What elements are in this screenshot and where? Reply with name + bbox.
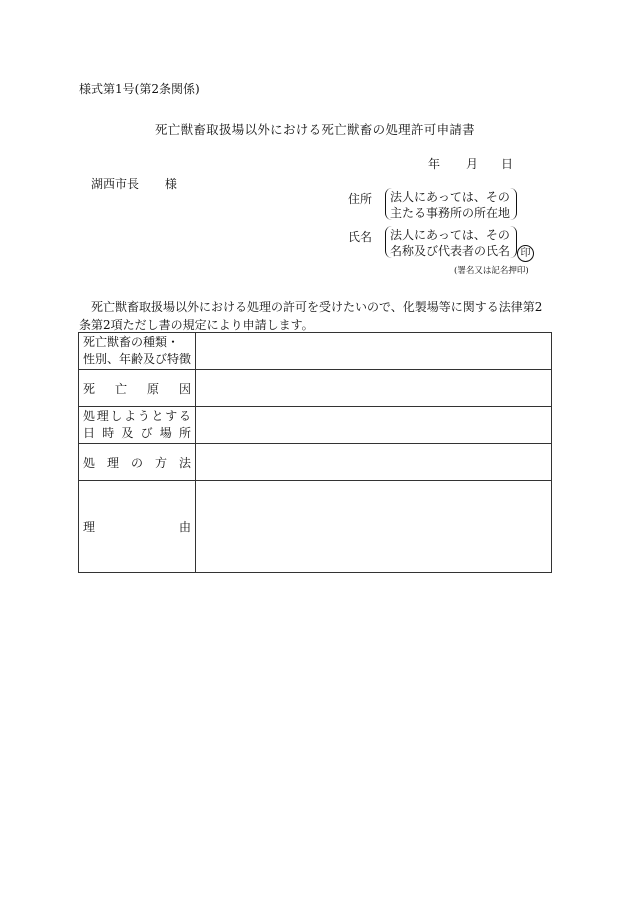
label-char: 処 — [83, 409, 96, 423]
row-label-animal — [79, 333, 196, 370]
row-label-cause-char: 死 — [83, 381, 96, 396]
label-char: 場 — [159, 426, 172, 440]
table-row-reason — [79, 481, 552, 573]
label-char: よ — [124, 409, 137, 423]
table-row-cause — [79, 370, 552, 407]
application-table — [78, 332, 552, 573]
address-note-line1: 法人にあっては、その — [390, 190, 510, 204]
label-char: の — [130, 455, 143, 470]
datetime-place-value-field[interactable] — [196, 407, 552, 444]
table-row-method — [79, 444, 552, 481]
row-label-method-text — [83, 454, 191, 471]
row-label-datetime-place — [79, 407, 196, 444]
label-char: 理 — [83, 520, 96, 534]
form-number: 様式第1号(第2条関係) — [79, 82, 200, 96]
signature-note: (署名又は記名押印) — [454, 266, 529, 276]
address-note-line2: 主たる事務所の所在地 — [390, 206, 511, 220]
name-note-line2: 名称及び代表者の氏名 — [390, 244, 511, 258]
row-label-cause-char: 原 — [146, 381, 159, 396]
label-char: 方 — [154, 455, 167, 470]
method-value-field[interactable] — [196, 444, 552, 481]
row-label-datetime-place-line2 — [83, 425, 191, 442]
label-char: 及 — [121, 426, 134, 440]
page-title: 死亡獣畜取扱場以外における死亡獣畜の処理許可申請書 — [154, 122, 475, 137]
body-text: 死亡獣畜取扱場以外における処理の許可を受けたいので、化製場等に関する法律第2条第2項ただし書の規定により申請します。 — [79, 300, 543, 332]
row-label-animal-line1: 死亡獣畜の種類・ — [83, 335, 180, 349]
label-char: 時 — [102, 426, 115, 440]
label-char: す — [165, 409, 178, 423]
cause-value-field[interactable] — [196, 370, 552, 407]
row-label-reason-text — [83, 518, 191, 535]
row-label-animal-line2: 性別、年齢及び特徴 — [83, 352, 192, 366]
addressee-honorific: 様 — [164, 177, 177, 191]
label-char: る — [178, 409, 191, 423]
label-char: 日 — [83, 426, 96, 440]
label-char: 所 — [178, 426, 191, 440]
label-char: 処 — [83, 455, 96, 470]
label-char: し — [110, 409, 123, 423]
name-label: 氏名 — [348, 230, 373, 244]
label-char: う — [137, 409, 150, 423]
table-row-datetime-place — [79, 407, 552, 444]
label-char: 法 — [178, 455, 191, 470]
row-label-cause-char: 因 — [178, 381, 191, 396]
label-char: と — [151, 409, 164, 423]
label-char: 理 — [106, 455, 119, 470]
seal-mark: 印 — [517, 245, 534, 262]
address-note — [390, 189, 510, 221]
label-char: び — [140, 426, 153, 440]
row-label-cause-char: 亡 — [114, 381, 127, 396]
name-note-line1: 法人にあっては、その — [390, 228, 510, 242]
date-day-label: 日 — [501, 157, 514, 171]
date-year-label: 年 — [428, 157, 441, 171]
date-month-label: 月 — [466, 157, 479, 171]
row-label-cause-text — [83, 380, 191, 397]
animal-value-field[interactable] — [196, 333, 552, 370]
addressee-name: 湖西市長 — [91, 177, 140, 191]
table-row-animal — [79, 333, 552, 370]
row-label-datetime-place-line1 — [83, 408, 191, 425]
row-label-reason — [79, 481, 196, 573]
reason-value-field[interactable] — [196, 481, 552, 573]
address-label: 住所 — [348, 192, 373, 206]
row-label-method — [79, 444, 196, 481]
label-char: 理 — [96, 409, 109, 423]
label-char: 由 — [178, 520, 191, 534]
row-label-cause — [79, 370, 196, 407]
addressee — [91, 175, 177, 192]
name-note — [390, 227, 510, 259]
